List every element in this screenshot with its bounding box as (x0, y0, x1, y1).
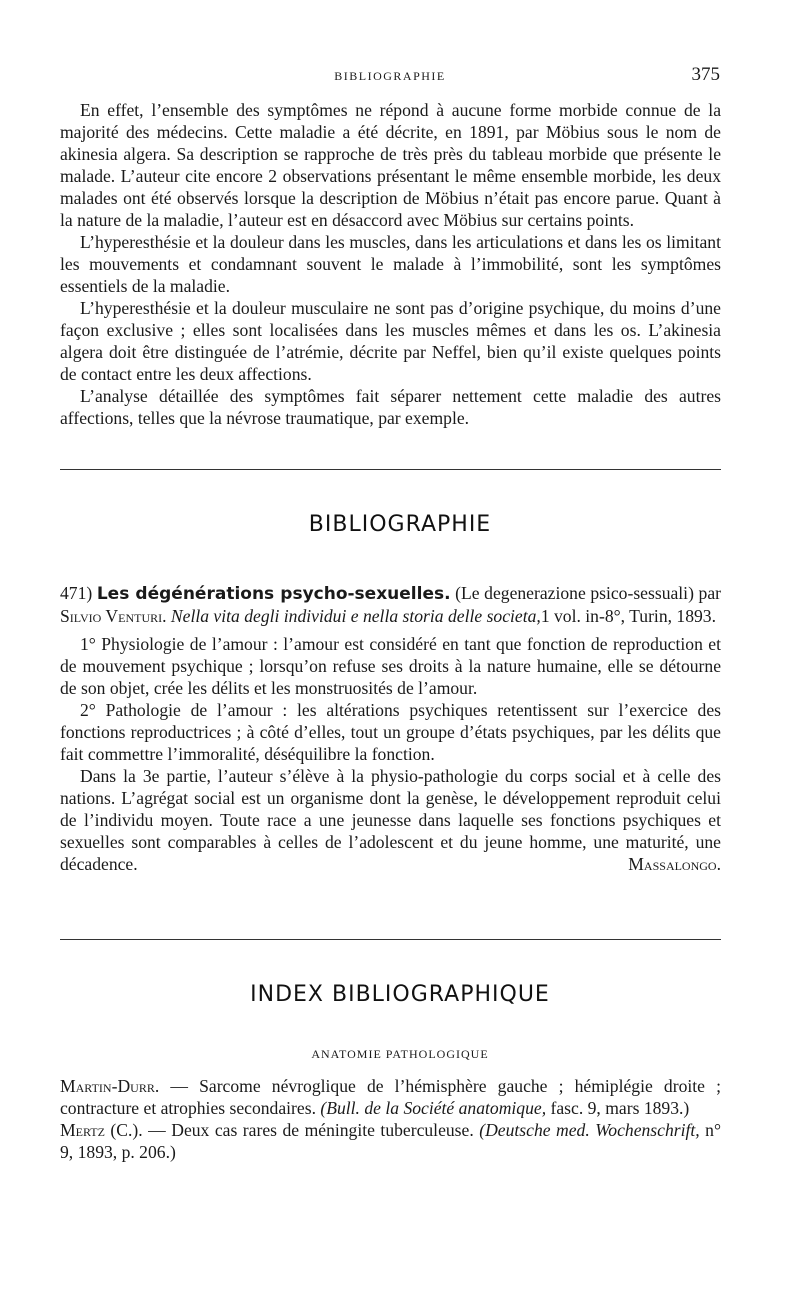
review-author: Silvio Venturi. (60, 606, 167, 626)
index-text: — Sarcome névroglique de l’hémisphère gauche ; hémiplégie droite ; contracture et atrophies secondaires. (60, 1076, 721, 1118)
review-details: 1 vol. in-8°, Turin, 1893. (540, 606, 716, 626)
running-head (60, 64, 720, 88)
review-book-title: Nella vita degli individui e nella storia delle societa, (170, 606, 541, 626)
review-original-title: (Le degenerazione psico-sessuali) (455, 583, 694, 603)
index-initial: (C.). (104, 1120, 143, 1140)
index-entry (60, 1075, 721, 1119)
paragraph-text: Dans la 3e partie, l’auteur s’élève à la physio-pathologie du corps social et à celle des nations. L’agrégat social est un organisme dont la genèse, le développement reproduit celui de l’individu moyen. Toute race a une jeunesse dans laquelle ses fonctions psychiques et sexuelles sont comparables à celles de l’adolescent et du jeune homme, une maturité, une décadence. (60, 766, 721, 874)
index-author: Mertz (60, 1120, 105, 1140)
paragraph: L’hyperesthésie et la douleur dans les muscles, dans les articulations et dans les os limitant les mouvements et condamnant souvent le malade à l’immobilité, sont les symptômes essentiels de la maladie. (60, 232, 721, 296)
index-rest: n° 9, 1893, p. 206.) (60, 1120, 721, 1162)
paragraph (60, 765, 721, 875)
running-title: BIBLIOGRAPHIE (334, 69, 446, 83)
subsection-heading: ANATOMIE PATHOLOGIQUE (311, 1047, 489, 1061)
review-by: par (698, 583, 721, 603)
continuation-text (60, 99, 721, 429)
section-divider (60, 469, 721, 470)
review-title: Les dégénérations psycho-sexuelles. (96, 584, 451, 604)
section-heading-index: INDEX BIBLIOGRAPHIQUE (250, 982, 550, 1007)
paragraph: 2° Pathologie de l’amour : les altérations psychiques retentissent sur l’exercice des fonctions reproductrices ; à côté d’elles, tout un groupe d’états psychiques, par les délits que fait commettre l’immoralité, déséquilibre la fonction. (60, 700, 721, 764)
review-entry (60, 582, 721, 875)
paragraph: En effet, l’ensemble des symptômes ne répond à aucune forme morbide connue de la majorité des médecins. Cette maladie a été décrite, en 1891, par Möbius sous le nom de akinesia algera. Sa description se rapproche de très près du tableau morbide que présente le malade. L’auteur cite encore 2 observations présentant le même ensemble morbide, les deux malades ont été observés lorsque la description de Möbius n’était pas encore parue. Quant à la nature de la maladie, l’auteur est en désaccord avec Möbius sur certains points. (60, 100, 721, 230)
page-number: 375 (691, 64, 720, 85)
index-entries (60, 1075, 721, 1163)
section-heading-bibliographie: BIBLIOGRAPHIE (308, 512, 492, 537)
index-entry (60, 1119, 721, 1163)
index-rest: fasc. 9, mars 1893.) (546, 1098, 690, 1118)
index-text: — Deux cas rares de méningite tuberculeuse. (142, 1120, 480, 1140)
index-source: (Deutsche med. Wochenschrift, (479, 1120, 700, 1140)
paragraph: 1° Physiologie de l’amour : l’amour est considéré en tant que fonction de reproduction et de mouvement psychique ; lorsqu’on refuse ses droits à la nature humaine, elle se détourne de son objet, crée les délits et les monstruosités de l’amour. (60, 634, 721, 698)
review-number: 471) (60, 583, 93, 603)
reviewer-signature: Massalongo. (628, 854, 721, 874)
section-divider (60, 939, 721, 940)
review-header (60, 582, 721, 627)
index-source: (Bull. de la Société anatomique, (320, 1098, 547, 1118)
paragraph: L’hyperesthésie et la douleur musculaire ne sont pas d’origine psychique, du moins d’une façon exclusive ; elles sont localisées dans les muscles mêmes et dans les os. L’akinesia algera doit être distinguée de l’atrémie, décrite par Neffel, bien qu’il existe quelques points de contact entre les deux affections. (60, 298, 721, 384)
index-author: Martin-Durr. (60, 1076, 160, 1096)
paragraph: L’analyse détaillée des symptômes fait séparer nettement cette maladie des autres affections, telles que la névrose traumatique, par exemple. (60, 386, 721, 428)
